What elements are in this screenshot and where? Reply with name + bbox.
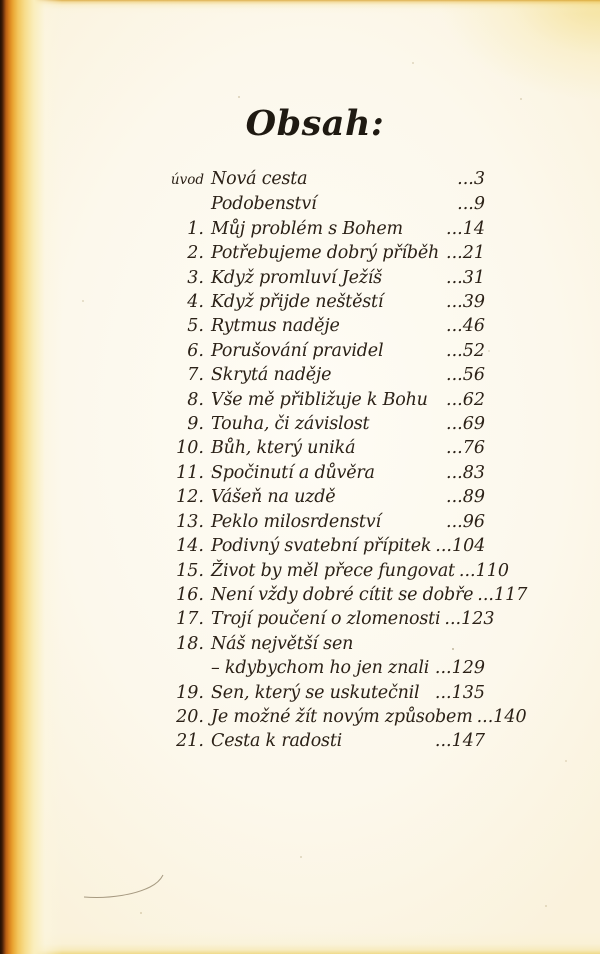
toc-entry-number: 10. — [176, 438, 204, 459]
toc-entry-number: 13. — [176, 511, 204, 532]
toc-entry — [148, 681, 485, 705]
toc-entry-title: Touha, či závislost — [211, 414, 370, 435]
toc-entry-number: 21. — [176, 731, 204, 752]
toc-entry — [148, 729, 485, 753]
toc-entry-page: ...135 — [434, 682, 485, 703]
toc-entry-page: ...21 — [446, 243, 485, 264]
toc-entry-title: Není vždy dobré cítit se dobře — [211, 584, 474, 605]
toc-entry — [148, 510, 485, 534]
toc-entry-title: Život by měl přece fungovat — [211, 560, 455, 581]
toc-entry — [148, 534, 485, 558]
toc-entry-number: 7. — [187, 365, 204, 386]
toc-entry — [148, 705, 527, 729]
toc-entry-number: 17. — [176, 609, 204, 630]
toc-entry-number: úvod — [170, 172, 204, 188]
toc-entry — [148, 632, 485, 681]
toc-entry-title: Podivný svatební přípitek — [211, 536, 432, 557]
toc-entry-page: ...123 — [444, 609, 495, 630]
toc-entry — [148, 436, 485, 460]
toc-entry-title: Když promluví Ježíš — [211, 267, 382, 288]
toc-entry-title: Trojí poučení o zlomenosti — [211, 609, 441, 630]
toc-entry — [148, 559, 509, 583]
toc-entry-page: ...56 — [446, 365, 485, 386]
toc-entry-number: 20. — [176, 706, 204, 727]
toc-entry — [148, 412, 485, 436]
toc-entry-number: 2. — [187, 243, 204, 264]
toc-entry — [148, 217, 485, 241]
toc-entry-number: 11. — [176, 462, 204, 483]
toc-entry-page: ...9 — [457, 194, 485, 215]
toc-entry-page: ...52 — [446, 340, 485, 361]
toc-entry-number: 6. — [187, 340, 204, 361]
toc-entry — [148, 192, 485, 216]
toc-entry-title: Můj problém s Bohem — [211, 218, 403, 239]
toc-entry-page: ...110 — [458, 560, 509, 581]
toc-entry-page: ...147 — [434, 731, 485, 752]
toc-entry — [148, 461, 485, 485]
toc-entry-number: 8. — [187, 389, 204, 410]
toc-entry — [148, 314, 485, 338]
toc-entry — [148, 363, 485, 387]
toc-entry-page: ...83 — [446, 462, 485, 483]
toc-list — [148, 167, 528, 754]
toc-entry-title: Náš největší sen – kdybychom ho jen znali — [211, 633, 430, 679]
toc-entry-title: Nová cesta — [211, 169, 308, 189]
page-title: Obsah: — [245, 103, 385, 144]
toc-entry — [148, 485, 485, 509]
toc-entry-number: 3. — [187, 267, 204, 288]
toc-entry-page: ...39 — [446, 292, 485, 313]
toc-entry-page: ...89 — [446, 487, 485, 508]
toc-entry-page: ...140 — [476, 706, 527, 727]
toc-entry-number: 16. — [176, 584, 204, 605]
toc-entry-number: 1. — [187, 218, 204, 239]
toc-entry-page: ...129 — [434, 658, 485, 679]
toc-entry-number: 14. — [176, 536, 204, 557]
toc-entry-page: ...31 — [446, 267, 485, 288]
toc-entry-title: Sen, který se uskutečnil — [211, 682, 420, 703]
toc-entry-page: ...3 — [457, 169, 485, 189]
toc-entry — [148, 607, 495, 631]
toc-entry — [148, 388, 485, 412]
toc-entry-title: Je možné žít novým způsobem — [211, 706, 473, 727]
toc-entry-number: 15. — [176, 560, 204, 581]
toc-entry-page: ...96 — [446, 511, 485, 532]
toc-entry-title: Cesta k radosti — [211, 731, 343, 752]
toc-entry-number: 4. — [187, 292, 204, 313]
toc-entry-title: Porušování pravidel — [211, 340, 384, 361]
toc-entry-page: ...76 — [446, 438, 485, 459]
toc-entry — [148, 583, 528, 607]
toc-entry-title: Rytmus naděje — [211, 316, 340, 337]
toc-entry-title: Vše mě přibližuje k Bohu — [211, 389, 428, 410]
toc-entry-page: ...46 — [446, 316, 485, 337]
toc-entry-page: ...117 — [477, 584, 528, 605]
toc-entry-title: Když přijde neštěstí — [211, 292, 384, 313]
toc-entry-title: Peklo milosrdenství — [211, 511, 381, 532]
toc-entry-title: Potřebujeme dobrý příběh — [211, 243, 440, 264]
toc-entry — [148, 241, 485, 265]
toc-entry-page: ...69 — [446, 414, 485, 435]
toc-entry — [148, 339, 485, 363]
toc-entry — [148, 290, 485, 314]
toc-entry-number: 5. — [187, 316, 204, 337]
toc-entry-title: Podobenství — [211, 194, 317, 215]
toc-entry-page: ...14 — [446, 218, 485, 239]
toc-entry-title: Vášeň na uzdě — [211, 487, 336, 508]
toc-entry-number: 9. — [187, 414, 204, 435]
toc-entry-number: 18. — [176, 633, 204, 654]
toc-entry-title: Skrytá naděje — [211, 365, 332, 386]
toc-entry-page: ...62 — [446, 389, 485, 410]
toc-entry-number: 12. — [176, 487, 204, 508]
toc-entry-title: Bůh, který uniká — [211, 438, 356, 459]
toc-entry-page: ...104 — [435, 536, 486, 557]
toc-entry-number: 19. — [176, 682, 204, 703]
toc-entry — [148, 167, 485, 192]
toc-entry-title: Spočinutí a důvěra — [211, 462, 375, 483]
toc-entry — [148, 266, 485, 290]
